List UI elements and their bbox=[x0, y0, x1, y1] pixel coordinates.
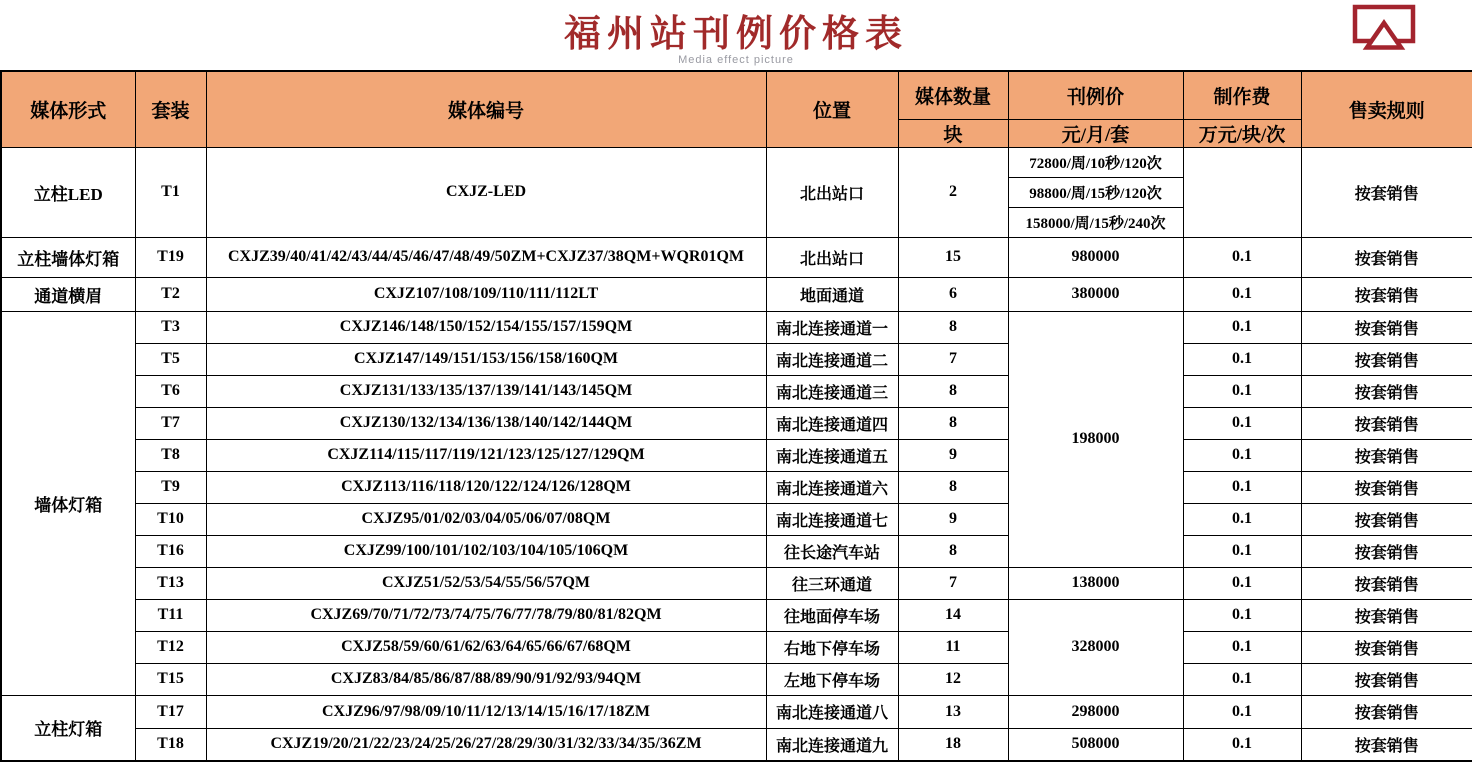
table-row bbox=[1, 663, 1472, 695]
cell-set: T5 bbox=[135, 343, 206, 375]
cell-media-code: CXJZ96/97/98/09/10/11/12/13/14/15/16/17/18ZM bbox=[206, 695, 766, 728]
col-header-rule: 售卖规则 bbox=[1301, 71, 1472, 147]
cell-rule: 按套销售 bbox=[1301, 599, 1472, 631]
cell-media-code: CXJZ147/149/151/153/156/158/160QM bbox=[206, 343, 766, 375]
table-row bbox=[1, 631, 1472, 663]
cell-set: T1 bbox=[135, 147, 206, 237]
cell-production-fee bbox=[1183, 147, 1301, 237]
cell-location: 北出站口 bbox=[766, 147, 898, 237]
cell-set: T8 bbox=[135, 439, 206, 471]
cell-rule: 按套销售 bbox=[1301, 343, 1472, 375]
cell-rule: 按套销售 bbox=[1301, 535, 1472, 567]
cell-location: 往三环通道 bbox=[766, 567, 898, 599]
cell-rule: 按套销售 bbox=[1301, 407, 1472, 439]
cell-media-form: 立柱灯箱 bbox=[1, 695, 135, 761]
cell-set: T12 bbox=[135, 631, 206, 663]
cell-location: 右地下停车场 bbox=[766, 631, 898, 663]
cell-location: 南北连接通道一 bbox=[766, 311, 898, 343]
col-header-price-unit: 元/月/套 bbox=[1008, 119, 1183, 147]
cell-qty: 7 bbox=[898, 567, 1008, 599]
table-row bbox=[1, 311, 1472, 343]
airplay-frame-logo-icon bbox=[1352, 4, 1416, 50]
cell-media-code: CXJZ51/52/53/54/55/56/57QM bbox=[206, 567, 766, 599]
cell-rule: 按套销售 bbox=[1301, 631, 1472, 663]
cell-rule: 按套销售 bbox=[1301, 147, 1472, 237]
cell-qty: 15 bbox=[898, 237, 1008, 277]
cell-set: T17 bbox=[135, 695, 206, 728]
cell-media-code: CXJZ58/59/60/61/62/63/64/65/66/67/68QM bbox=[206, 631, 766, 663]
table-row bbox=[1, 728, 1472, 761]
cell-production-fee: 0.1 bbox=[1183, 343, 1301, 375]
cell-set: T11 bbox=[135, 599, 206, 631]
cell-qty: 7 bbox=[898, 343, 1008, 375]
cell-production-fee: 0.1 bbox=[1183, 277, 1301, 311]
cell-location: 南北连接通道二 bbox=[766, 343, 898, 375]
cell-production-fee: 0.1 bbox=[1183, 599, 1301, 631]
table-row bbox=[1, 599, 1472, 631]
cell-price: 380000 bbox=[1008, 277, 1183, 311]
cell-set: T7 bbox=[135, 407, 206, 439]
cell-price-tier-2: 98800/周/15秒/120次 bbox=[1008, 177, 1183, 207]
cell-price-tier-3: 158000/周/15秒/240次 bbox=[1008, 207, 1183, 237]
cell-rule: 按套销售 bbox=[1301, 503, 1472, 535]
cell-production-fee: 0.1 bbox=[1183, 695, 1301, 728]
cell-rule: 按套销售 bbox=[1301, 439, 1472, 471]
table-row bbox=[1, 277, 1472, 311]
cell-rule: 按套销售 bbox=[1301, 728, 1472, 761]
cell-production-fee: 0.1 bbox=[1183, 237, 1301, 277]
cell-rule: 按套销售 bbox=[1301, 277, 1472, 311]
cell-set: T16 bbox=[135, 535, 206, 567]
cell-qty: 13 bbox=[898, 695, 1008, 728]
cell-production-fee: 0.1 bbox=[1183, 663, 1301, 695]
cell-production-fee: 0.1 bbox=[1183, 439, 1301, 471]
col-header-media-no: 媒体编号 bbox=[206, 71, 766, 147]
cell-price-tier-1: 72800/周/10秒/120次 bbox=[1008, 147, 1183, 177]
cell-media-code: CXJZ130/132/134/136/138/140/142/144QM bbox=[206, 407, 766, 439]
cell-price: 508000 bbox=[1008, 728, 1183, 761]
col-header-qty-unit: 块 bbox=[898, 119, 1008, 147]
cell-rule: 按套销售 bbox=[1301, 567, 1472, 599]
cell-location: 南北连接通道七 bbox=[766, 503, 898, 535]
page-subtitle: Media effect picture bbox=[678, 54, 794, 66]
table-row bbox=[1, 535, 1472, 567]
cell-set: T18 bbox=[135, 728, 206, 761]
cell-rule: 按套销售 bbox=[1301, 471, 1472, 503]
cell-media-code: CXJZ99/100/101/102/103/104/105/106QM bbox=[206, 535, 766, 567]
cell-media-code: CXJZ107/108/109/110/111/112LT bbox=[206, 277, 766, 311]
cell-media-code: CXJZ19/20/21/22/23/24/25/26/27/28/29/30/31/32/33/34/35/36ZM bbox=[206, 728, 766, 761]
cell-media-code: CXJZ131/133/135/137/139/141/143/145QM bbox=[206, 375, 766, 407]
cell-price-merged: 198000 bbox=[1008, 311, 1183, 567]
cell-location: 南北连接通道五 bbox=[766, 439, 898, 471]
table-row bbox=[1, 407, 1472, 439]
cell-location: 往地面停车场 bbox=[766, 599, 898, 631]
page-header bbox=[0, 0, 1472, 70]
cell-media-code: CXJZ114/115/117/119/121/123/125/127/129QM bbox=[206, 439, 766, 471]
cell-set: T10 bbox=[135, 503, 206, 535]
cell-production-fee: 0.1 bbox=[1183, 375, 1301, 407]
cell-set: T9 bbox=[135, 471, 206, 503]
table-row bbox=[1, 695, 1472, 728]
cell-rule: 按套销售 bbox=[1301, 663, 1472, 695]
cell-qty: 8 bbox=[898, 535, 1008, 567]
cell-qty: 14 bbox=[898, 599, 1008, 631]
table-header-row bbox=[1, 71, 1472, 119]
cell-qty: 11 bbox=[898, 631, 1008, 663]
cell-qty: 9 bbox=[898, 503, 1008, 535]
cell-media-code: CXJZ83/84/85/86/87/88/89/90/91/92/93/94QM bbox=[206, 663, 766, 695]
cell-location: 南北连接通道八 bbox=[766, 695, 898, 728]
cell-price: 980000 bbox=[1008, 237, 1183, 277]
cell-production-fee: 0.1 bbox=[1183, 535, 1301, 567]
cell-set: T2 bbox=[135, 277, 206, 311]
cell-media-code: CXJZ146/148/150/152/154/155/157/159QM bbox=[206, 311, 766, 343]
cell-set: T6 bbox=[135, 375, 206, 407]
cell-media-code: CXJZ39/40/41/42/43/44/45/46/47/48/49/50ZM+CXJZ37/38QM+WQR01QM bbox=[206, 237, 766, 277]
cell-price-merged: 328000 bbox=[1008, 599, 1183, 695]
cell-production-fee: 0.1 bbox=[1183, 567, 1301, 599]
cell-qty: 18 bbox=[898, 728, 1008, 761]
cell-location: 南北连接通道三 bbox=[766, 375, 898, 407]
cell-production-fee: 0.1 bbox=[1183, 631, 1301, 663]
cell-rule: 按套销售 bbox=[1301, 237, 1472, 277]
cell-location: 南北连接通道四 bbox=[766, 407, 898, 439]
table-row bbox=[1, 439, 1472, 471]
cell-production-fee: 0.1 bbox=[1183, 407, 1301, 439]
cell-set: T15 bbox=[135, 663, 206, 695]
cell-qty: 8 bbox=[898, 471, 1008, 503]
col-header-price: 刊例价 bbox=[1008, 71, 1183, 119]
cell-production-fee: 0.1 bbox=[1183, 503, 1301, 535]
cell-location: 南北连接通道九 bbox=[766, 728, 898, 761]
col-header-production: 制作费 bbox=[1183, 71, 1301, 119]
table-row bbox=[1, 237, 1472, 277]
cell-media-form: 墙体灯箱 bbox=[1, 311, 135, 695]
cell-qty: 12 bbox=[898, 663, 1008, 695]
cell-media-code: CXJZ113/116/118/120/122/124/126/128QM bbox=[206, 471, 766, 503]
cell-rule: 按套销售 bbox=[1301, 375, 1472, 407]
cell-set: T3 bbox=[135, 311, 206, 343]
cell-qty: 8 bbox=[898, 375, 1008, 407]
table-row bbox=[1, 471, 1472, 503]
col-header-set: 套装 bbox=[135, 71, 206, 147]
table-row bbox=[1, 503, 1472, 535]
cell-media-form: 立柱LED bbox=[1, 147, 135, 237]
table-row bbox=[1, 375, 1472, 407]
cell-location: 北出站口 bbox=[766, 237, 898, 277]
cell-location: 南北连接通道六 bbox=[766, 471, 898, 503]
cell-media-code: CXJZ95/01/02/03/04/05/06/07/08QM bbox=[206, 503, 766, 535]
price-table bbox=[0, 70, 1472, 762]
cell-price: 138000 bbox=[1008, 567, 1183, 599]
cell-set: T13 bbox=[135, 567, 206, 599]
cell-set: T19 bbox=[135, 237, 206, 277]
table-row bbox=[1, 343, 1472, 375]
cell-qty: 9 bbox=[898, 439, 1008, 471]
cell-media-code: CXJZ69/70/71/72/73/74/75/76/77/78/79/80/81/82QM bbox=[206, 599, 766, 631]
cell-qty: 6 bbox=[898, 277, 1008, 311]
cell-production-fee: 0.1 bbox=[1183, 311, 1301, 343]
col-header-production-unit: 万元/块/次 bbox=[1183, 119, 1301, 147]
cell-location: 地面通道 bbox=[766, 277, 898, 311]
cell-qty: 2 bbox=[898, 147, 1008, 237]
table-row bbox=[1, 567, 1472, 599]
cell-production-fee: 0.1 bbox=[1183, 728, 1301, 761]
col-header-media-form: 媒体形式 bbox=[1, 71, 135, 147]
cell-price: 298000 bbox=[1008, 695, 1183, 728]
cell-location: 左地下停车场 bbox=[766, 663, 898, 695]
cell-qty: 8 bbox=[898, 407, 1008, 439]
cell-media-code: CXJZ-LED bbox=[206, 147, 766, 237]
cell-production-fee: 0.1 bbox=[1183, 471, 1301, 503]
table-row bbox=[1, 147, 1472, 177]
cell-rule: 按套销售 bbox=[1301, 311, 1472, 343]
cell-rule: 按套销售 bbox=[1301, 695, 1472, 728]
cell-qty: 8 bbox=[898, 311, 1008, 343]
cell-media-form: 立柱墙体灯箱 bbox=[1, 237, 135, 277]
cell-location: 往长途汽车站 bbox=[766, 535, 898, 567]
col-header-location: 位置 bbox=[766, 71, 898, 147]
page-title: 福州站刊例价格表 bbox=[564, 14, 908, 55]
col-header-qty: 媒体数量 bbox=[898, 71, 1008, 119]
cell-media-form: 通道横眉 bbox=[1, 277, 135, 311]
